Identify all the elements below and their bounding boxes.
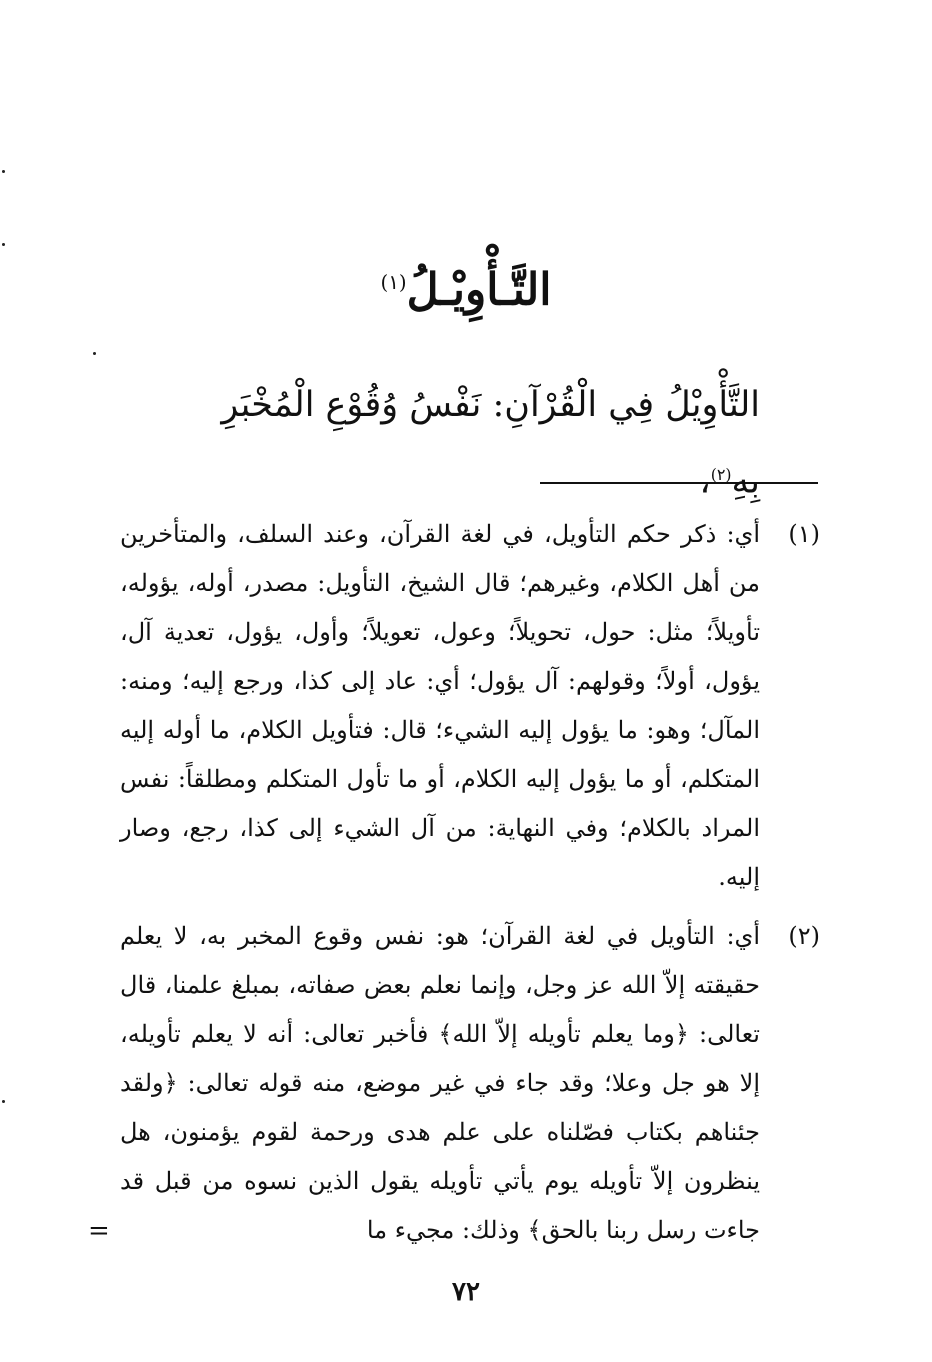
chapter-subtitle-tail: ، bbox=[699, 461, 711, 502]
footnote-number: (١) bbox=[788, 520, 820, 548]
footnote-2 bbox=[120, 912, 820, 1255]
footnote-text: أي: ذكر حكم التأويل، في لغة القرآن، وعند السلف، والمتأخرين من أهل الكلام، وغيرهم؛ قال الشيخ، التأويل: مصدر، أوله، يؤوله، تأويلاً؛ مثل: حول، تحويلاً؛ وعول، تعويلاً؛ وأول، يؤول، تعدية آل، يؤول، أولاً؛ وقولهم: آل يؤول؛ أي: عاد إلى كذا، ورجع إليه؛ ومنه: المآل؛ وهو: ما يؤول إليه الشيء؛ قال: فتأويل الكلام، ما أوله إليه المتكلم، أو ما يؤول إليه الكلام، أو ما تأول المتكلم ومطلقاً: نفس المراد بالكلام؛ وفي النهاية: من آل الشيء إلى كذا، رجع، وصار إليه. bbox=[120, 520, 760, 891]
footnote-1 bbox=[120, 510, 820, 902]
continuation-mark: = bbox=[88, 1216, 110, 1246]
scan-speck bbox=[2, 1100, 5, 1103]
footnote-text: أي: التأويل في لغة القرآن؛ هو: نفس وقوع المخبر به، لا يعلم حقيقته إلاّ الله عز وجل، وإنما نعلم بعض صفاته، بمبلغ علمنا، قال تعالى: ﴿وما يعلم تأويله إلاّ الله﴾ فأخبر تعالى: أنه لا يعلم تأويله، إلا هو جل وعلا؛ وقد جاء في غير موضع، منه قوله تعالى: ﴿ولقد جئناهم بكتاب فصّلناه على علم هدى ورحمة لقوم يؤمنون، هل ينظرون إلاّ تأويله يوم يأتي تأويله يقول الذين نسوه من قبل قد جاءت رسل ربنا بالحق﴾ وذلك: مجيء ما bbox=[120, 922, 760, 1244]
scan-speck bbox=[93, 352, 96, 355]
chapter-subtitle-text: التَّأْوِيْلُ فِي الْقُرْآنِ: نَفْسُ وُقُوْعِ الْمُخْبَرِ بِهِ bbox=[221, 385, 760, 502]
footnote-number: (٢) bbox=[788, 922, 820, 950]
chapter-subtitle-footnote-ref: (٢) bbox=[710, 465, 732, 484]
chapter-title bbox=[0, 248, 932, 326]
chapter-subtitle bbox=[180, 370, 760, 517]
footnote-separator bbox=[540, 482, 818, 484]
scan-speck bbox=[2, 243, 5, 246]
page-number: ٧٢ bbox=[452, 1277, 480, 1307]
chapter-title-text: التَّـأْوِيْـلُ bbox=[406, 264, 552, 316]
scan-speck bbox=[2, 170, 5, 173]
chapter-title-footnote-ref: (١) bbox=[380, 271, 407, 294]
